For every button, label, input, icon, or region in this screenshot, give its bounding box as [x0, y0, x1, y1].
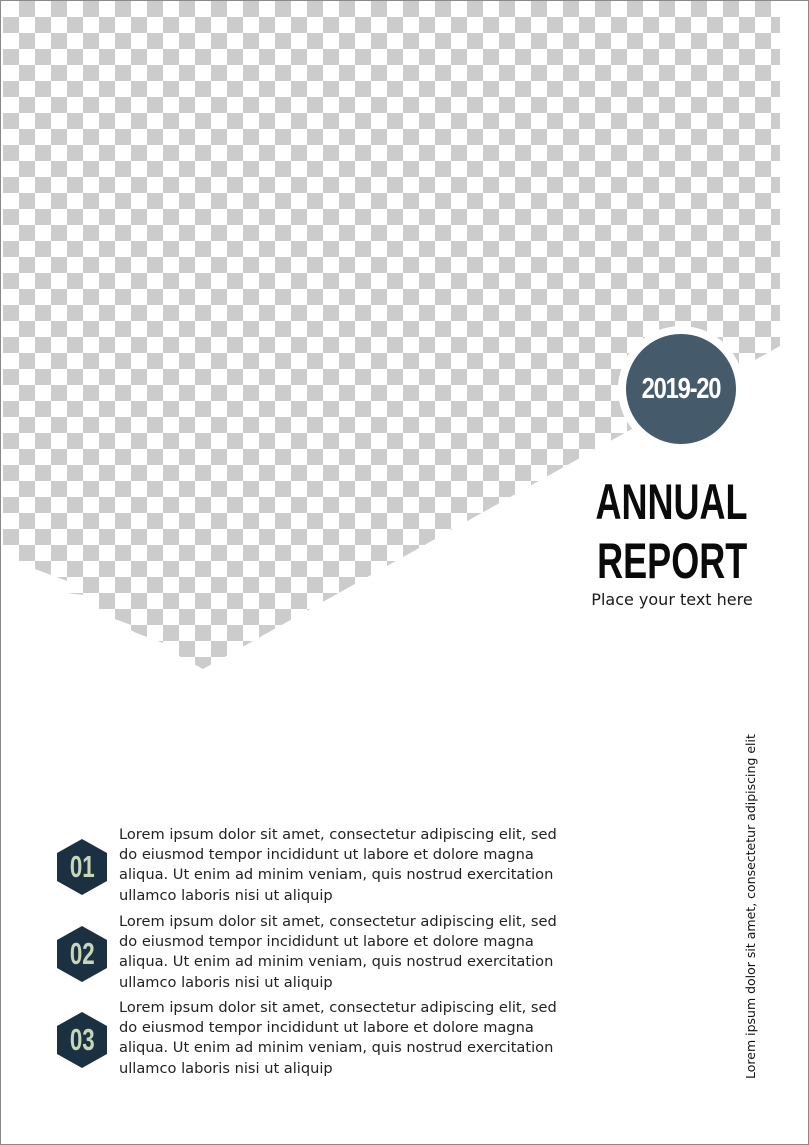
item-number-text: 02 [69, 936, 95, 971]
list-item [53, 825, 557, 909]
item-number [57, 926, 107, 982]
year-badge-circle [626, 334, 736, 444]
item-text: Lorem ipsum dolor sit amet, consectetur adipiscing elit, sed do eiusmod tempor incididunt ut labore et dolore magna aliqua. Ut enim ad minim veniam, quis nostrud exercitation ullamco laboris nisi ut aliquip [119, 826, 557, 904]
list-item [53, 912, 557, 996]
hexagon-badge [57, 839, 107, 895]
title-line-report [541, 532, 803, 590]
item-number-text: 03 [69, 1022, 95, 1057]
title-report-text: REPORT [596, 533, 748, 589]
hexagon-badge [57, 1012, 107, 1068]
item-text: Lorem ipsum dolor sit amet, consectetur adipiscing elit, sed do eiusmod tempor incididunt ut labore et dolore magna aliqua. Ut enim ad minim veniam, quis nostrud exercitation ullamco laboris nisi ut aliquip [119, 913, 557, 991]
item-number [57, 839, 107, 895]
title-line-annual [541, 473, 803, 531]
hexagon-badge [57, 926, 107, 982]
list-item [53, 998, 557, 1082]
year-badge [618, 326, 744, 452]
vertical-side-text: Lorem ipsum dolor sit amet, consectetur adipiscing elit [743, 734, 758, 1079]
item-number [57, 1012, 107, 1068]
title-annual-text: ANNUAL [596, 474, 748, 530]
item-number-text: 01 [69, 849, 95, 884]
subtitle: Place your text here [591, 590, 753, 609]
year-label: 2019-20 [641, 372, 721, 405]
item-text: Lorem ipsum dolor sit amet, consectetur adipiscing elit, sed do eiusmod tempor incididunt ut labore et dolore magna aliqua. Ut enim ad minim veniam, quis nostrud exercitation ullamco laboris nisi ut aliquip [119, 999, 557, 1077]
